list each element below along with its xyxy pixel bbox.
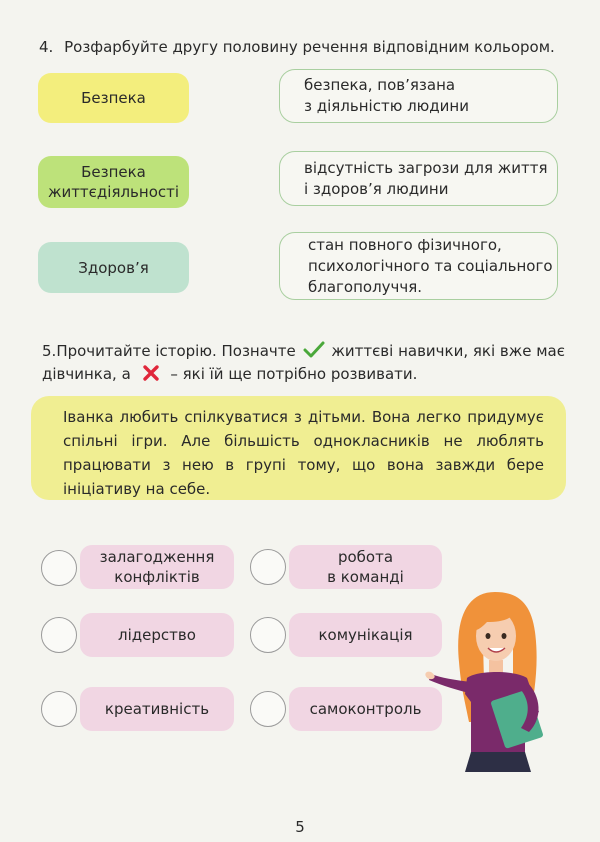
story-box (31, 396, 566, 500)
cross-icon (140, 364, 162, 382)
skill-kreatyvnist: креативність (80, 687, 234, 731)
task4-instruction: Розфарбуйте другу половину речення відповідним кольором. (64, 38, 555, 56)
term-bezpeka[interactable]: Безпека (38, 73, 189, 123)
checkbox-4[interactable] (250, 617, 286, 653)
skill-zalahodzhennia: залагодження конфліктів (80, 545, 234, 589)
skill-liderstvo: лідерство (80, 613, 234, 657)
task4-title (39, 37, 555, 58)
definition-1[interactable]: безпека, пов’язана з діяльністю людини (279, 69, 558, 123)
skill-komunikatsiia: комунікація (289, 613, 442, 657)
girl-illustration (425, 582, 565, 772)
check-icon (303, 341, 325, 359)
definition-2[interactable]: відсутність загрози для життя і здоров’я людини (279, 151, 558, 206)
page-number: 5 (295, 818, 305, 836)
checkbox-1[interactable] (41, 550, 77, 586)
checkbox-3[interactable] (41, 617, 77, 653)
checkbox-2[interactable] (250, 549, 286, 585)
task5-number: 5. (42, 342, 57, 360)
story-text: Іванка любить спілкуватися з дітьми. Вона легко придумує спільні ігри. Але більшість однокласників не люблять працювати з нею в групі тому, що вона завжди бере ініціативу на себе. (63, 408, 544, 498)
definition-3[interactable]: стан повного фізичного, психологічного та соціального благополуччя. (279, 232, 558, 300)
skill-samokontrol: самоконтроль (289, 687, 442, 731)
term-bezpeka-zhyttiediialnosti[interactable]: Безпека життєдіяльності (38, 156, 189, 208)
task5-title: 5.Прочитайте історію. Позначте життєві навички, які вже має дівчинка, а – які їй ще потрібно розвивати. (42, 342, 565, 383)
skill-robota-v-komandi: робота в команді (289, 545, 442, 589)
checkbox-5[interactable] (41, 691, 77, 727)
task4-number: 4. (39, 38, 54, 56)
term-zdorovia[interactable]: Здоров’я (38, 242, 189, 293)
checkbox-6[interactable] (250, 691, 286, 727)
